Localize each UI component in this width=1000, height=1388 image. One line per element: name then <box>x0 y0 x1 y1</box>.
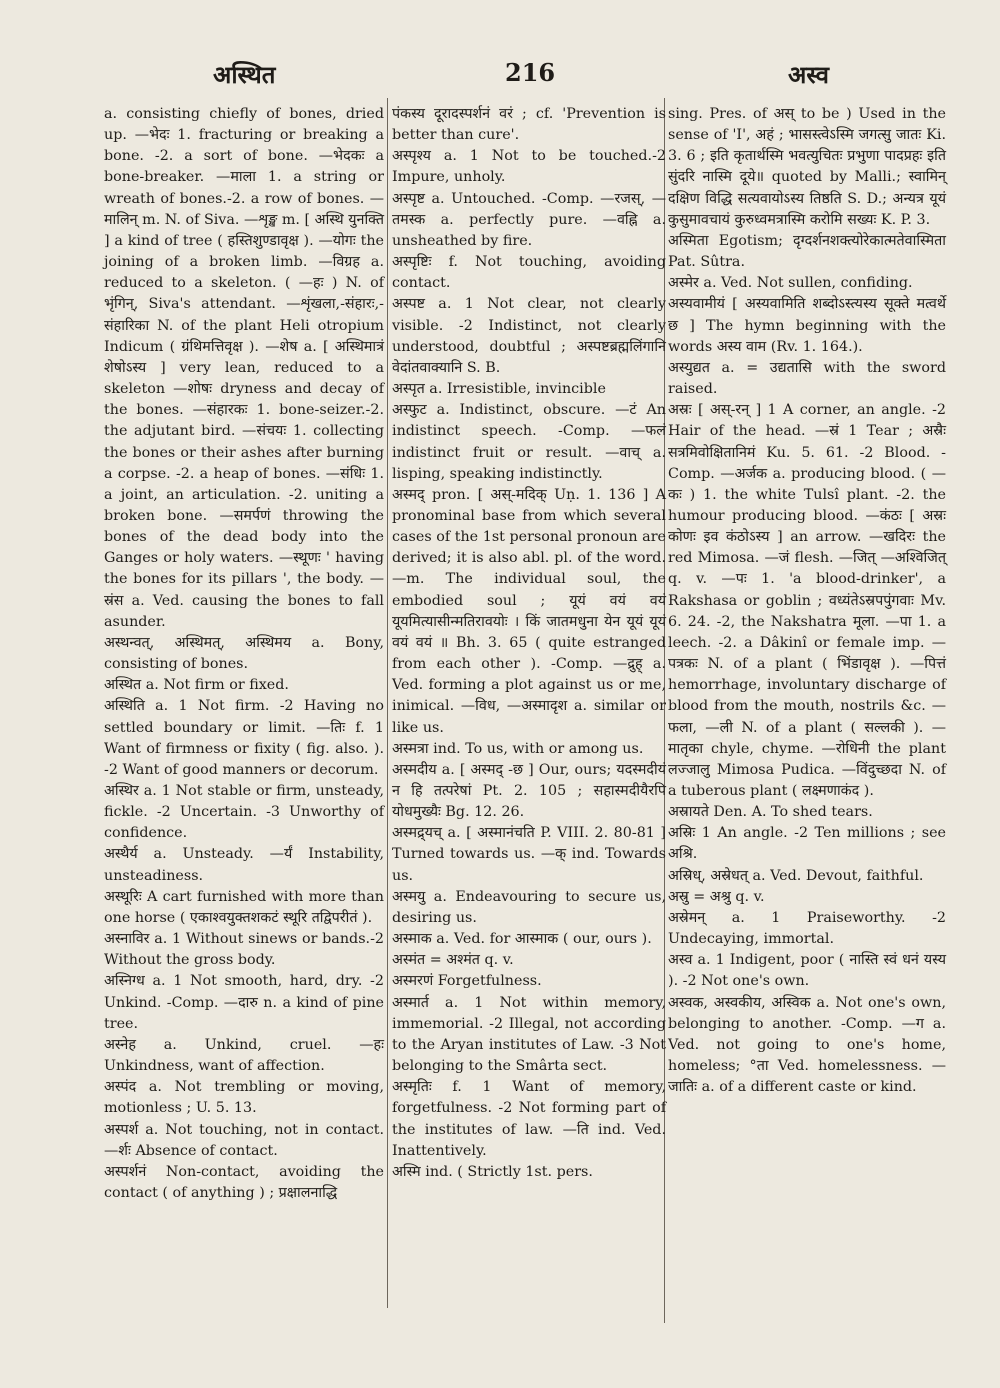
entry: अस्पृश्य a. 1 Not to be touched.-2 Impure, unholy. <box>392 148 666 186</box>
entry: अस्मि ind. ( Strictly 1st. pers. <box>392 1163 593 1180</box>
entry: अस्रायते Den. A. To shed tears. <box>668 804 873 821</box>
entry: अस्मद् pron. [ अस्-मदिक् Uṇ. 1. 136 ] A pronominal base from which several cases of the 1st personal pronoun are derived; it is also abl. pl. of the word. —m. The individual soul, the embodied soul ; यूयं वयं वयं यूयमित्यासीन्मतिरावयोः । किं जातमधुना येन यूयं यूयं वयं वयं ॥ Bh. 3. 65 ( quite estranged from each other ). -Comp. —द्रुह् a. Ved. forming a plot against us or me, inimical. —विध, —अस्मादृश a. similar or like us. <box>392 486 666 736</box>
entry: अस्थिर a. 1 Not stable or firm, unsteady, fickle. -2 Uncertain. -3 Unworthy of confidence. <box>104 783 384 842</box>
entry: अस्थिति a. 1 Not firm. -2 Having no settled boundary or limit. —तिः f. 1 Want of firmness or fixity ( fig. also. ). -2 Want of good manners or decorum. <box>104 698 384 778</box>
page-number: 216 <box>505 58 556 87</box>
entry: अस्फुट a. Indistinct, obscure. —टं An indistinct speech. -Comp. —फलं indistinct fruit or result. —वाच् a. lisping, speaking indistinctly. <box>392 402 666 482</box>
column-middle <box>392 104 666 1183</box>
entry: अस्मार्त a. 1 Not within memory, immemorial. -2 Illegal, not according to the Aryan institutes of Law. -3 Not belonging to the Smârta sect. <box>392 994 666 1075</box>
entry: अस्पर्शनं Non-contact, avoiding the contact ( of anything ) ; प्रक्षालनाद्धि <box>104 1163 384 1201</box>
entry: अस्मृतिः f. 1 Want of memory, forgetfulness. -2 Not forming part of the institutes of law. —ति ind. Ved. Inattentively. <box>392 1079 666 1159</box>
entry: अस्रु = अश्रु q. v. <box>668 888 765 905</box>
entry: अस्मरणं Forgetfulness. <box>392 973 542 990</box>
header-left-guide-word: अस्थित <box>213 60 276 89</box>
entry: अस्थूरिः A cart furnished with more than one horse ( एकाश्वयुक्तशकटं स्थूरि तद्विपरीतं ). <box>104 888 384 926</box>
entry: अस्वक, अस्वकीय, अस्विक a. Not one's own, belonging to another. -Comp. —ग a. Ved. not going to one's home, homeless; °ता Ved. homelessness. —जातिः a. of a different caste or kind. <box>668 994 946 1096</box>
column-divider <box>387 98 388 1308</box>
entry: अस्पंद a. Not trembling or moving, motionless ; U. 5. 13. <box>104 1079 384 1117</box>
column-left <box>104 104 384 1204</box>
entry: अस्नेह a. Unkind, cruel. —हः Unkindness, want of affection. <box>104 1036 384 1075</box>
entry: अस्मद्र्यच् a. [ अस्मानंचति P. VIII. 2. 80-81 ] Turned towards us. —क् ind. Towards us. <box>392 825 666 884</box>
entry: अस्मंत = अश्मंत q. v. <box>392 952 514 969</box>
entry: अस्पृत a. Irresistible, invincible <box>392 381 606 398</box>
entry: sing. Pres. of अस् to be ) Used in the sense of 'I', अहं ; भासस्त्वेऽस्मि जगत्सु जातः Ki. 3. 6 ; इति कृतार्थस्मि भवत्युचितः प्रभुणा पादप्रहः इति सुंदरि नास्मि दूये॥ quoted by Malli.; स्वामिन् दक्षिण विद्धि सत्यवायोऽस्य तिष्ठति S. D.; अन्यत्र यूयं कुसुमावचायं कुरुध्वमत्रास्मि करोमि सख्यः K. P. 3. <box>668 106 946 228</box>
entry: अस्थैर्य a. Unsteady. —र्यं Instability, unsteadiness. <box>104 846 384 884</box>
entry: अस्मिता Egotism; दृग्दर्शनशक्त्योरेकात्मतेवास्मिता Pat. Sûtra. <box>668 232 946 271</box>
entry: अस्नाविर a. 1 Without sinews or bands.-2 Without the gross body. <box>104 931 384 969</box>
entry: अस्मदीय a. [ अस्मद् -छ ] Our, ours; यदस्मदीयं न हि तत्परेषां Pt. 2. 105 ; सहास्मदीयैरपि योधमुख्यैः Bg. 12. 26. <box>392 761 666 821</box>
header-right-guide-word: अस्व <box>788 60 830 89</box>
entry: अस्मयु a. Endeavouring to secure us, desiring us. <box>392 888 666 926</box>
entry: पंकस्य दूरादस्पर्शनं वरं ; cf. 'Prevention is better than cure'. <box>392 106 666 144</box>
entry: a. consisting chiefly of bones, dried up. —भेदः 1. fracturing or breaking a bone. -2. a sort of bone. —भेदकः a bone-breaker. —माला 1. a string or wreath of bones.-2. a row of bones. —मालिन् m. N. of Siva. —शृङ्ख m. [ अस्थि युनक्ति ] a kind of tree ( हस्तिशुण्डावृक्ष ). —योगः the joining of a broken limb. —विग्रह a. reduced to a skeleton. ( —हः ) N. of भृंगिन्, Siva's attendant. —शृंखला,-संहारः,-संहारिका N. of the plant Heli otropium Indicum ( ग्रंथिमत्तिवृक्ष ). —शेष a. [ अस्थिमात्रं शेषोऽस्य ] very lean, reduced to a skeleton —शोषः dryness and decay of the bones. —संहारकः 1. bone-seizer.-2. the adjutant bird. —संचयः 1. collecting the bones or their ashes after burning a corpse. -2. a heap of bones. —संधिः 1. a joint, an articulation. -2. uniting a broken bone. —समर्पणं throwing the bones of the dead body into the Ganges or holy waters. —स्थूणः ' having the bones for its pillars ', the body. —स्रंस a. Ved. causing the bones to fall asunder. <box>104 106 384 630</box>
entry: अस्पर्श a. Not touching, not in contact. —र्शः Absence of contact. <box>104 1121 384 1159</box>
entry: अस्रः [ अस्-रन् ] 1 A corner, an angle. -2 Hair of the head. —स्रं 1 Tear ; अस्रैः सत्रमिवोक्षितानिमं Ku. 5. 61. -2 Blood. -Comp. —अर्जक a. producing blood. ( —कः ) 1. the white Tulsî plant. -2. the humour producing blood. —कंठः [ अस्रः कोणः इव कंठोऽस्य ] an arrow. —खदिरः the red Mimosa. —जं flesh. —जित् —अश्विजित् q. v. —पः 1. 'a blood-drinker', a Rakshasa or goblin ; वध्यंतेऽस्रपपुंगवाः Mv. 6. 24. -2, the Nakshatra मूला. —पा 1. a leech. -2. a Dâkinî or female imp. —पत्रकः N. of a plant ( भिंडावृक्ष ). —पित्तं hemorrhage, involuntary discharge of blood from the mouth, nostrils &c. —फला, —ली N. of a plant ( सल्लकी ). —मातृका chyle, chyme. —रोधिनी the plant लज्जालु Mimosa Pudica. —विंदुच्छदा N. of a tuberous plant ( लक्ष्मणाकंद ). <box>668 402 946 799</box>
entry: अस्निग्ध a. 1 Not smooth, hard, dry. -2 Unkind. -Comp. —दारु n. a kind of pine tree. <box>104 973 384 1032</box>
column-right <box>668 104 946 1098</box>
entry: अस्मेर a. Ved. Not sullen, confiding. <box>668 275 913 292</box>
entry: अस्व a. 1 Indigent, poor ( नास्ति स्वं धनं यस्य ). -2 Not one's own. <box>668 952 946 990</box>
entry: अस्युद्यत a. = उद्यतासि with the sword raised. <box>668 359 946 398</box>
entry: अस्मत्रा ind. To us, with or among us. <box>392 740 644 757</box>
entry: अस्रिध्, अस्रेधत् a. Ved. Devout, faithful. <box>668 867 924 884</box>
entry: अस्रेमन् a. 1 Praiseworthy. -2 Undecaying, immortal. <box>668 909 946 948</box>
entry: अस्माक a. Ved. for आस्माक ( our, ours ). <box>392 931 652 948</box>
entry: अस्थित a. Not firm or fixed. <box>104 677 289 694</box>
entry: अस्यवामीयं [ अस्यवामिति शब्दोऽस्त्यस्य सूक्ते मत्वर्थे छ ] The hymn beginning with the words अस्य वाम (Rv. 1. 164.). <box>668 296 946 355</box>
entry: अस्थन्वत्, अस्थिमत्, अस्थिमय a. Bony, consisting of bones. <box>104 634 384 673</box>
entry: अस्पष्ट a. 1 Not clear, not clearly visible. -2 Indistinct, not clearly understood, doubtful ; अस्पष्टब्रह्मलिंगानि वेदांतवाक्यानि S. B. <box>392 296 666 376</box>
entry: अस्पृष्ट a. Untouched. -Comp. —रजस्, —तमस्क a. perfectly pure. —वह्नि a. unsheathed by fire. <box>392 190 666 249</box>
entry: अस्पृष्टिः f. Not touching, avoiding contact. <box>392 254 666 292</box>
entry: अस्रिः 1 An angle. -2 Ten millions ; see अश्रि. <box>668 825 946 863</box>
